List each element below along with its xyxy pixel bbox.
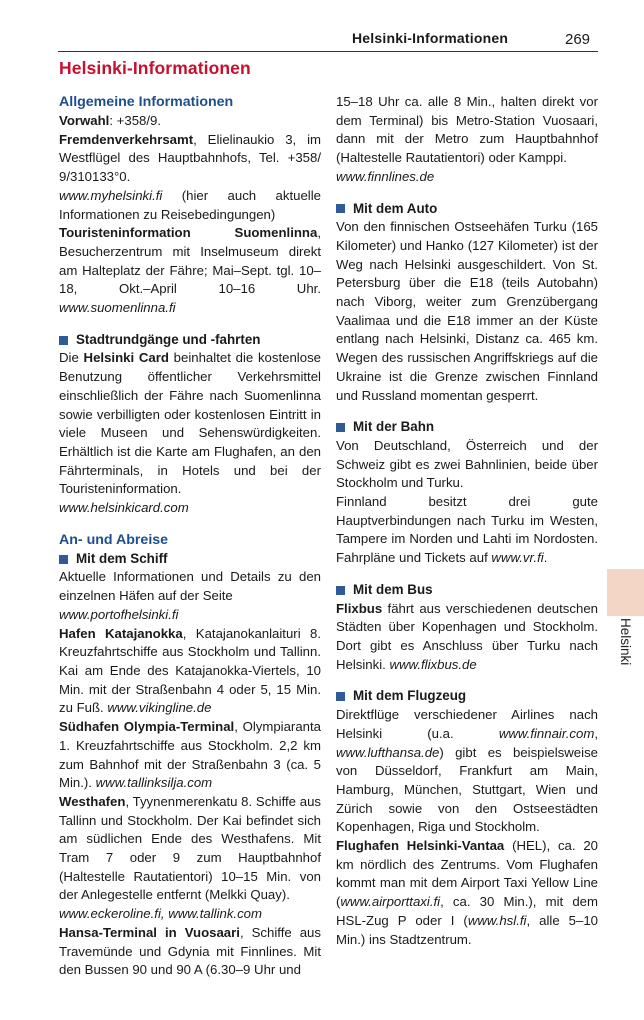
tallinksilja-link[interactable]: www.tallinksilja.com xyxy=(95,775,213,791)
portofhelsinki-link[interactable]: www.portofhelsinki.fi xyxy=(59,606,179,622)
katajanokka-label: Hafen Katajanokka xyxy=(59,625,183,641)
bus-text: fährt aus verschiedenen deutschen Städten über Kopenhagen und Stockholm. Dort gibt es Anschluss über Turku nach Helsinki. xyxy=(336,600,598,672)
helsinki-card-intro: Die xyxy=(59,350,84,366)
myhelsinki-note: (hier auch aktuelle Informationen zu Reisebedingungen) xyxy=(59,187,321,222)
finnlines-link[interactable]: www.finnlines.de xyxy=(336,168,435,184)
myhelsinki-link[interactable]: www.myhelsinki.fi xyxy=(59,187,163,203)
suomenlinna-link[interactable]: www.suomenlinna.fi xyxy=(59,300,176,316)
square-bullet-icon xyxy=(59,555,68,564)
bahn-text-1: Von Deutschland, Österreich und der Schweiz gibt es zwei Bahnlinien, beide über Stockholm und Turku. xyxy=(336,437,598,491)
auto-heading: Mit dem Auto xyxy=(353,200,438,216)
hsl-link[interactable]: www.hsl.fi xyxy=(467,912,527,928)
thumb-index-label: Helsinki xyxy=(618,618,633,666)
flug-entry xyxy=(336,706,598,837)
helsinkicard-link[interactable]: www.helsinkicard.com xyxy=(59,500,189,516)
fremdenverkehrsamt-label: Fremdenverkehrsamt xyxy=(59,131,194,147)
vr-link[interactable]: www.vr.fi xyxy=(491,550,544,566)
square-bullet-icon xyxy=(336,692,345,701)
westhafen-text: , Tyynenmerenkatu 8. Schiffe aus Tallinn und Stockholm. Der Kai befindet sich am südlichen Ende des Westhafens. Mit Tram 7 oder 9 zum Hauptbahnhof (Haltestelle Rautatientori) 10–15 Min. von der Anlegestelle entfernt (Melkki Quay). xyxy=(59,793,321,903)
westhafen-entry xyxy=(59,793,321,905)
flug-sep: , xyxy=(594,725,598,741)
flug-text-2: ) gibt es beispielsweise von Düsseldorf, Frankfurt am Main, Hamburg, München, Stuttgart, Wien und Zürich sowie von den Ostseestädten Kopenhagen, Riga und Stockholm. xyxy=(336,744,598,835)
square-bullet-icon xyxy=(59,336,68,345)
subsection-auto xyxy=(336,200,598,219)
schiff-heading: Mit dem Schiff xyxy=(76,550,168,566)
airport-label: Flughafen Helsinki-Vantaa xyxy=(336,838,505,854)
square-bullet-icon xyxy=(336,423,345,432)
katajanokka-text: , Katajanokanlaituri 8. Kreuzfahrtschiffe aus Stockholm und Tallinn. Kai am Ende des Katajanokka-Viertels, 10 Min. mit der Straßenbahn 4 oder 5, 15 Min. zu Fuß. xyxy=(59,625,322,716)
subsection-schiff xyxy=(59,550,321,569)
westhafen-urls-entry xyxy=(59,905,321,924)
vorwahl-text: : +358/9. xyxy=(109,113,162,128)
bahn-text-2: Finnland besitzt drei gute Hauptverbindungen nach Turku im Westen, Tampere im Norden und Lahti im Nordosten. Fahrpläne und Tickets auf xyxy=(336,494,598,566)
finnlines-entry xyxy=(336,168,598,187)
vorwahl-label: Vorwahl xyxy=(59,113,110,128)
square-bullet-icon xyxy=(336,586,345,595)
hansa-continuation: 15–18 Uhr ca. alle 8 Min., halten direkt vor dem Terminal) bis Metro-Station Vuosaari, dann mit der Metro zum Hauptbahnhof (Haltestelle Rautatientori) oder Kamppi. xyxy=(336,94,598,166)
header-rule xyxy=(58,51,598,52)
hansa-label: Hansa-Terminal in Vuosaari xyxy=(59,924,240,940)
vorwahl-entry xyxy=(59,112,321,131)
airport-text-1: (HEL), ca. 20 km nördlich des Zentrums. Vom Flughafen kommt man mit dem Airport Taxi Yellow Line ( xyxy=(336,838,598,910)
suomenlinna-text: , Besucherzentrum mit Inselmuseum direkt am Halteplatz der Fähre; Mai–Sept. tgl. 10–18, Okt.–April 10–16 Uhr. xyxy=(59,225,321,297)
fremdenverkehrsamt-entry xyxy=(59,131,321,187)
airport-text-3: , alle 5–10 Min.) ins Stadtzentrum. xyxy=(336,912,599,947)
suomenlinna-label: Touristeninformation Suomenlinna xyxy=(59,225,318,241)
eckeroline-tallink-links[interactable]: www.eckeroline.fi, www.tallink.com xyxy=(59,906,263,922)
subsection-flugzeug xyxy=(336,687,598,706)
flug-text-1: Direktflüge verschiedener Airlines nach Helsinki (u.a. xyxy=(336,707,598,741)
bahn-text-end: . xyxy=(543,550,548,566)
right-column xyxy=(336,93,598,949)
suomenlinna-entry xyxy=(59,224,321,318)
lufthansa-link[interactable]: www.lufthansa.de xyxy=(336,744,440,760)
schiff-intro: Aktuelle Informationen und Details zu den einzelnen Häfen auf der Seite xyxy=(59,569,321,604)
myhelsinki-entry xyxy=(59,187,321,224)
airporttaxi-link[interactable]: www.airporttaxi.fi xyxy=(340,894,441,910)
subsection-stadtrundgaenge xyxy=(59,331,321,350)
fremdenverkehrsamt-text: , Elielinaukio 3, im Westflügel des Hauptbahnhofs, Tel. +358/ 9/310133°0. xyxy=(59,131,321,185)
olympia-text: , Olympiaranta 1. Kreuzfahrtschiffe aus Stockholm. 2,2 km zum Bahnhof mit der Straßenbahn 3 (ca. 5 Min.). xyxy=(59,719,321,791)
subsection-bahn xyxy=(336,418,598,437)
subsection-bus xyxy=(336,581,598,600)
flixbus-label: Flixbus xyxy=(336,600,383,616)
thumb-index-tab xyxy=(607,569,644,616)
section-an-und-abreise: An- und Abreise xyxy=(59,531,169,548)
hansa-text: , Schiffe aus Travemünde und Gdynia mit Finnlines. Mit den Bussen 90 und 90 A (6.30–9 Uhr und xyxy=(59,924,321,978)
olympia-entry xyxy=(59,718,321,793)
bahn-text-2-entry xyxy=(336,493,598,568)
olympia-label: Südhafen Olympia-Terminal xyxy=(59,719,235,735)
helsinkicard-url-entry xyxy=(59,499,321,518)
helsinki-card-entry xyxy=(59,349,321,499)
auto-text: Von den finnischen Ostseehäfen Turku (165 Kilometer) und Hanko (127 Kilometer) ist der Weg nach Helsinki ausgeschildert. Von St. Petersburg über die E18 (teils Autobahn) nach Viborg, weiter zum Grenzübergang Vaalimaa und die E18 immer an der Küste entlang nach Helsinki, Distanz ca. 465 km. Wegen des russischen Angriffskriegs auf die Ukraine ist die Grenze zwischen Finnland und Russland momentan gesperrt. xyxy=(336,219,598,403)
helsinki-card-label: Helsinki Card xyxy=(83,350,169,366)
portofhelsinki-entry xyxy=(59,606,321,625)
page-title: Helsinki-Informationen xyxy=(59,58,251,78)
page-number: 269 xyxy=(565,31,591,48)
bus-heading: Mit dem Bus xyxy=(353,581,433,597)
section-allgemeine-informationen: Allgemeine Informationen xyxy=(59,94,234,110)
vikingline-link[interactable]: www.vikingline.de xyxy=(107,700,212,716)
left-column xyxy=(59,93,321,980)
square-bullet-icon xyxy=(336,204,345,213)
bus-entry xyxy=(336,600,598,675)
flixbus-link[interactable]: www.flixbus.de xyxy=(389,656,477,672)
stadtrundgaenge-heading: Stadtrundgänge und -fahrten xyxy=(76,331,261,347)
katajanokka-entry xyxy=(59,625,321,719)
westhafen-label: Westhafen xyxy=(59,793,126,809)
helsinki-card-text: beinhaltet die kostenlose Benutzung öffentlicher Verkehrsmittel einschließlich der Fähre nach Suomenlinna sowie verbilligten oder kostenlosen Eintritt in viele Museen und Sehenswürdigkeiten. Erhältlich ist die Karte am Flughafen, an den Fährterminals, in Hotels und bei der Touristeninformation. xyxy=(59,350,321,497)
bahn-heading: Mit der Bahn xyxy=(353,419,435,435)
flugzeug-heading: Mit dem Flugzeug xyxy=(353,688,467,704)
airport-text-2: , ca. 30 Min.), mit dem HSL-Zug P oder I ( xyxy=(336,894,598,928)
hansa-entry xyxy=(59,924,321,980)
airport-entry xyxy=(336,837,598,949)
running-head: Helsinki-Informationen xyxy=(352,30,509,46)
finnair-link[interactable]: www.finnair.com xyxy=(498,725,595,741)
